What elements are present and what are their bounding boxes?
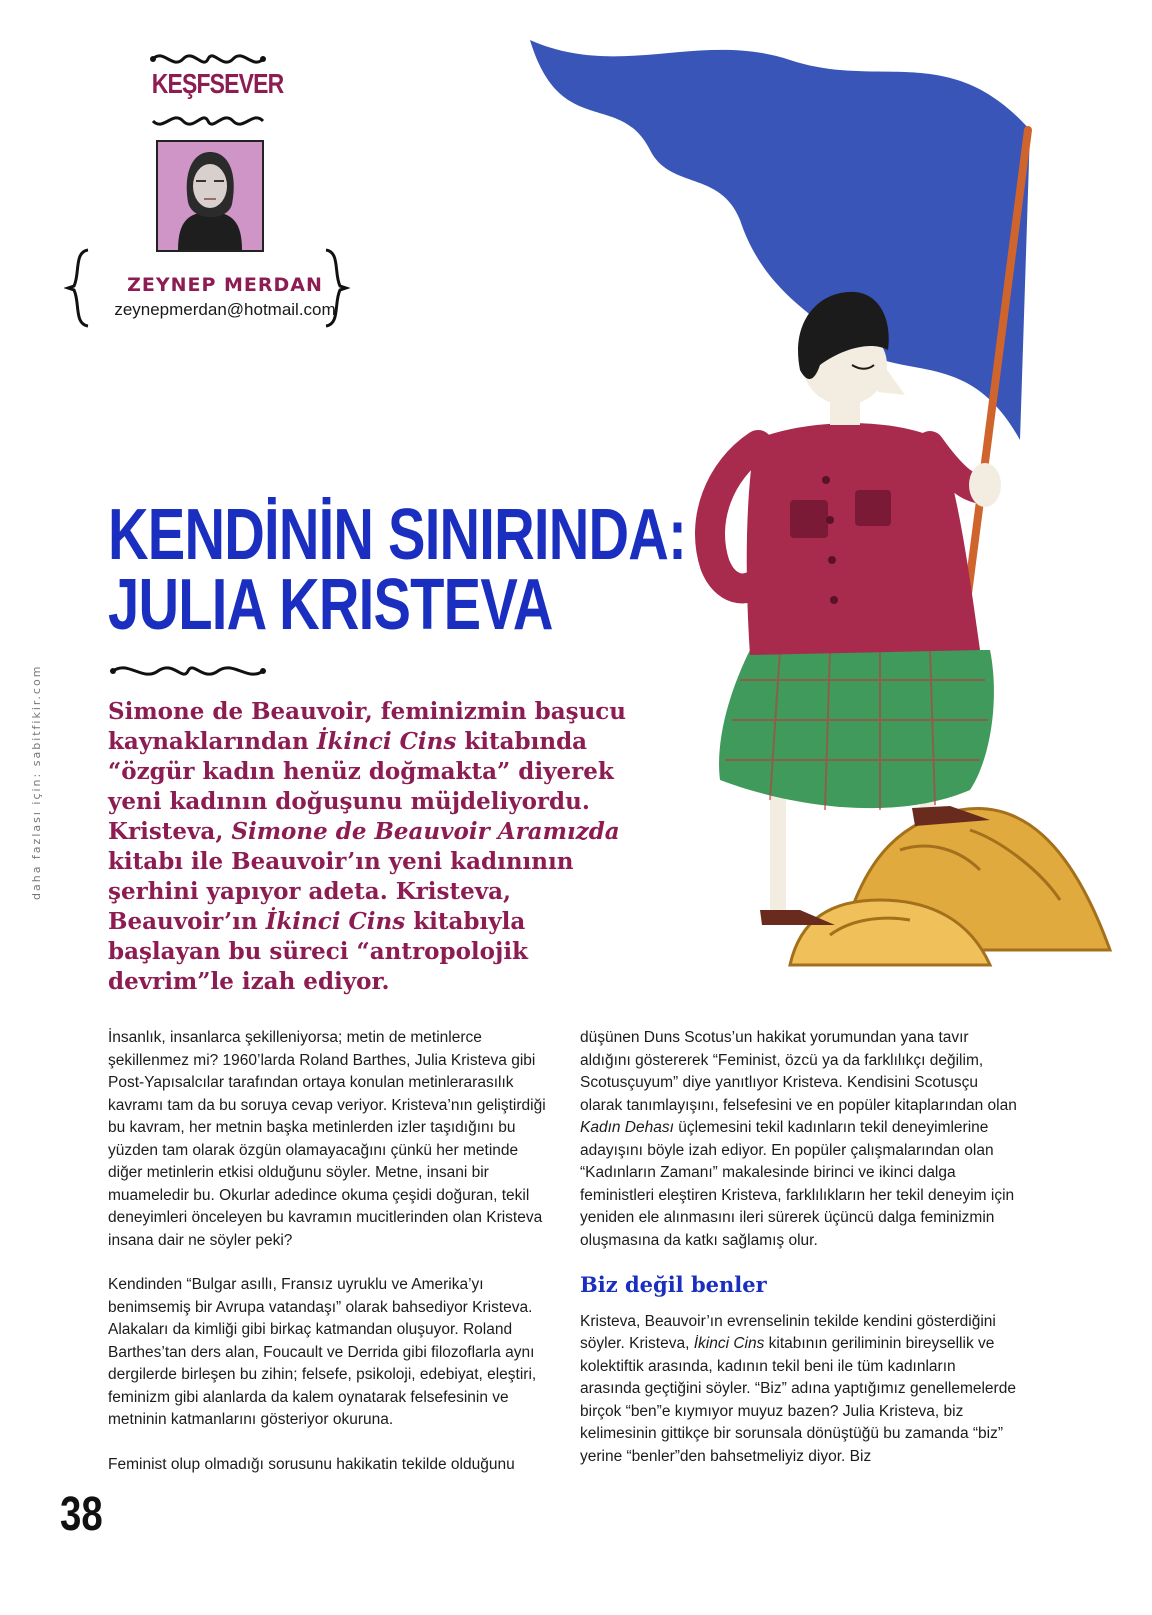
paragraph: Feminist olup olmadığı sorusunu hakikatin tekilde olduğunu: [108, 1455, 515, 1473]
skirt-icon: [719, 650, 994, 808]
author-photo: [156, 140, 264, 252]
section-label: KEŞFSEVER: [151, 68, 284, 99]
paragraph: İnsanlık, insanlarca şekilleniyorsa; metin de metinlerce şekillenmez mi? 1960’larda Roland Barthes, Julia Kristeva gibi Post-Yapısalcılar tarafından ortaya konulan metinlerarasılık kavramı tam da bu soruya cevap veriyor. Kristeva’nın geliştirdiği bu kavram, her metnin başka metinlerden izler taşıdığını bu yüzden tam olarak özgün olamayacağını çünkü her metinde diğer metinlerin etkisi olduğunu söyler. Metne, insani bir muameledir bu. Okurlar adedince okuma çeşidi doğuran, tekil deneyimleri önceleyen bu kavramın mucitlerinden olan Kristeva insana dair ne söyler peki?: [108, 1029, 546, 1249]
sidebar-credit: daha fazlası için: sabitfikir.com: [30, 664, 43, 900]
paragraph: Kristeva, Beauvoir’ın evrenselinin tekilde kendini gösterdiğini söyler. Kristeva, İkinci Cins kitabının geriliminin bireysellik ve kolektiftik arasında, kadının tekil beni ile tüm kadınların arasında geçtiğini söyler. “Biz” adına yaptığımız genellemelerde birçok “ben”e kıymıyor muyuz bazen? Julia Kristeva, biz kelimesinin gittikçe bir sorunsala dönüştüğü bu zamanda “biz” yerine “benler”den bahsetmeliyiz diyor. Biz: [580, 1312, 1016, 1465]
article-title: [108, 495, 728, 645]
ornament-under-label-icon: [148, 110, 268, 132]
paragraph: Kendinden “Bulgar asıllı, Fransız uyruklu ve Amerika’yı benimsemiş bir Avrupa vatandaşı” olarak bahsediyor Kristeva. Alakaları da kimliği gibi birkaç katmandan oluşuyor. Roland Barthes’tan ders alan, Foucault ve Derrida gibi filozoflarla aynı dergilerde birleşen bu zihin; felsefe, psikoloji, edebiyat, eleştiri, feminizm gibi alanlarda da kalem oynatarak felsefesinin ve metninin katmanlarını gösteriyor okuruna.: [108, 1276, 537, 1428]
author-name: ZEYNEP MERDAN: [127, 274, 323, 296]
body-column-left: [108, 1027, 548, 1498]
body-column-right: [580, 1027, 1020, 1490]
page-number: 38: [60, 1488, 103, 1541]
flag-icon: [530, 40, 1030, 440]
article-lead: Simone de Beauvoir, feminizmin başucu kaynaklarından İkinci Cins kitabında “özgür kadın henüz doğmakta” diyerek yeni kadının doğuşunu müjdeliyordu. Kristeva, Simone de Beauvoir Aramızda kitabı ile Beauvoir’ın yeni kadınının şerhini yapıyor adeta. Kristeva, Beauvoir’ın İkinci Cins kitabıyla başlayan bu süreci “antropolojik devrim”le izah ediyor.: [108, 698, 627, 995]
ornament-under-title-icon: [108, 660, 268, 682]
article-title-line1: KENDİNİN SINIRINDA:: [108, 495, 686, 575]
paragraph: düşünen Duns Scotus’un hakikat yorumundan yana tavır aldığını göstererek “Feminist, özcü ya da farklılıkçı değilim, Scotusçuyum” diye yanıtlıyor Kristeva. Kendisini Scotusçu olarak tanımlayışını, felsefesini ve en popüler kitaplarından olan Kadın Dehası üçlemesini tekil kadınların tekil deneyimlerine adayışını böyle izah ediyor. En popüler çalışmalarından olan “Kadınların Zamanı” makalesinde birinci ve ikinci dalga feministleri eleştiren Kristeva, farklılıkların her tekil deneyim için yeniden ele alınmasını ileri sürerek üçüncü dalga feminizmin oluşmasına da katkı sağlamış olur.: [580, 1029, 1017, 1249]
author-email[interactable]: zeynepmerdan@hotmail.com: [114, 300, 336, 319]
section-subheading: Biz değil benler: [580, 1272, 767, 1297]
ornament-top-icon: [148, 48, 268, 70]
article-title-line2: JULIA KRISTEVA: [108, 565, 553, 645]
